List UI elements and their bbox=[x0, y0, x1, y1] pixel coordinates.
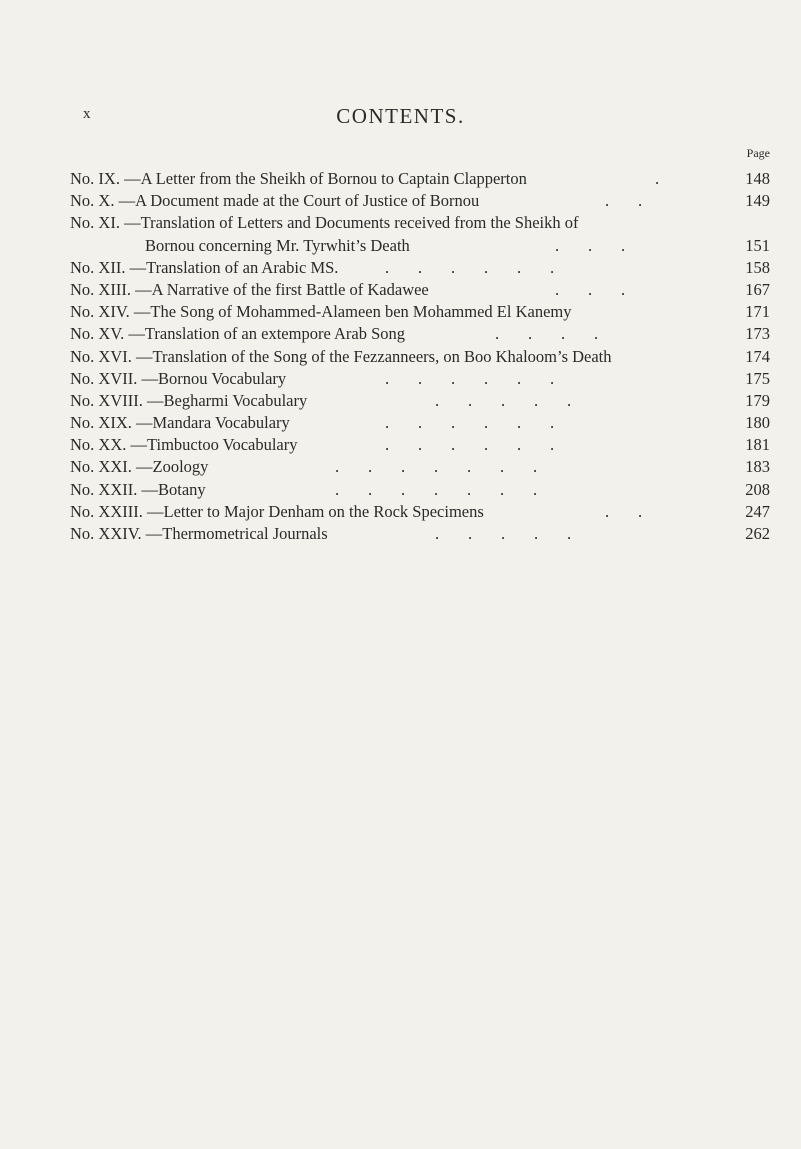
toc-entry bbox=[70, 257, 770, 279]
toc-entry bbox=[70, 346, 770, 368]
entry-page-number: 247 bbox=[745, 501, 770, 521]
entry-title: —A Narrative of the first Battle of Kadawee bbox=[135, 279, 429, 299]
toc-entry bbox=[70, 212, 770, 256]
toc-entry-title bbox=[70, 390, 307, 412]
toc-entry-title bbox=[70, 301, 571, 323]
entry-page-number: 175 bbox=[745, 368, 770, 388]
page-column-heading: Page bbox=[746, 146, 770, 160]
dot-leaders: . . . . . . . bbox=[335, 457, 538, 477]
table-of-contents bbox=[70, 168, 770, 545]
entry-title: —Bornou Vocabulary bbox=[141, 368, 287, 388]
toc-entry-title bbox=[70, 501, 484, 523]
entry-title: —The Song of Mohammed-Alameen ben Mohammed El Kanemy bbox=[133, 302, 572, 322]
entry-number: No. XI. bbox=[70, 213, 120, 233]
entry-page-number: 158 bbox=[745, 257, 770, 277]
toc-entry-title bbox=[70, 523, 328, 545]
entry-number: No. XIV. bbox=[70, 302, 130, 322]
entry-page-number: 171 bbox=[745, 302, 770, 322]
toc-entry-title bbox=[70, 323, 405, 345]
entry-page-number: 183 bbox=[745, 457, 770, 477]
toc-entry bbox=[70, 456, 770, 478]
toc-entry-title bbox=[70, 346, 612, 368]
dot-leaders: . . . . . . . bbox=[335, 479, 538, 499]
entry-title: —A Document made at the Court of Justice of Bornou bbox=[118, 191, 480, 211]
entry-page-number: 151 bbox=[745, 235, 770, 255]
entry-page-number: 181 bbox=[745, 435, 770, 455]
toc-entry-title bbox=[70, 190, 479, 212]
entry-number: No. XXIII. bbox=[70, 501, 143, 521]
toc-entry-title bbox=[70, 168, 527, 190]
entry-number: No. XVI. bbox=[70, 346, 132, 366]
entry-title: —Begharmi Vocabulary bbox=[146, 390, 308, 410]
entry-title: —Letter to Major Denham on the Rock Specimens bbox=[146, 501, 484, 521]
toc-entry-title bbox=[70, 368, 286, 390]
entry-title: —Translation of an Arabic MS. bbox=[129, 257, 339, 277]
entry-page-number: 167 bbox=[745, 279, 770, 299]
dot-leaders: . . . bbox=[555, 279, 626, 299]
dot-leaders: . . bbox=[605, 501, 643, 521]
toc-entry-title-continued: Bornou concerning Mr. Tyrwhit’s Death bbox=[145, 235, 410, 255]
page-header bbox=[0, 104, 801, 134]
page-number: x bbox=[83, 106, 92, 122]
entry-page-number: 180 bbox=[745, 413, 770, 433]
entry-page-number: 179 bbox=[745, 390, 770, 410]
dot-leaders: . . . . . . bbox=[385, 435, 555, 455]
entry-number: No. XII. bbox=[70, 257, 126, 277]
entry-page-number: 208 bbox=[745, 479, 770, 499]
entry-number: No. X. bbox=[70, 191, 115, 211]
toc-entry bbox=[70, 301, 770, 323]
entry-title: —Translation of the Song of the Fezzanneers, on Boo Khaloom’s Death bbox=[136, 346, 612, 366]
entry-number: No. XIX. bbox=[70, 413, 132, 433]
toc-entry-title bbox=[70, 479, 206, 501]
toc-entry-title bbox=[70, 456, 208, 478]
dot-leaders: . . . bbox=[555, 235, 626, 255]
toc-entry-title bbox=[70, 434, 298, 456]
toc-entry bbox=[70, 368, 770, 390]
dot-leaders: . . . . . . bbox=[385, 257, 555, 277]
entry-number: No. XXII. bbox=[70, 479, 138, 499]
entry-title: —Mandara Vocabulary bbox=[136, 413, 290, 433]
entry-page-number: 173 bbox=[745, 324, 770, 344]
page-title: CONTENTS. bbox=[336, 104, 465, 128]
entry-title: —Thermometrical Journals bbox=[145, 524, 328, 544]
entry-number: No. XXI. bbox=[70, 457, 132, 477]
toc-entry bbox=[70, 412, 770, 434]
toc-entry-title bbox=[70, 412, 290, 434]
entry-title: —A Letter from the Sheikh of Bornou to Captain Clapperton bbox=[124, 169, 527, 188]
toc-entry bbox=[70, 279, 770, 301]
entry-number: No. XVIII. bbox=[70, 390, 143, 410]
entry-title: —Translation of Letters and Documents received from the Sheikh of bbox=[124, 213, 579, 233]
entry-number: No. IX. bbox=[70, 169, 120, 188]
toc-entry bbox=[70, 390, 770, 412]
toc-entry bbox=[70, 434, 770, 456]
entry-number: No. XVII. bbox=[70, 368, 138, 388]
toc-entry bbox=[70, 168, 770, 190]
dot-leaders: . . . . bbox=[495, 324, 599, 344]
dot-leaders: . . . . . bbox=[435, 524, 572, 544]
entry-page-number: 149 bbox=[745, 191, 770, 211]
toc-entry bbox=[70, 323, 770, 345]
entry-number: No. XXIV. bbox=[70, 524, 142, 544]
toc-entry-title bbox=[70, 212, 578, 234]
toc-entry bbox=[70, 479, 770, 501]
dot-leaders: . . . . . bbox=[435, 390, 572, 410]
entry-page-number: 148 bbox=[745, 169, 770, 188]
dot-leaders: . . . . . . bbox=[385, 368, 555, 388]
entry-number: No. XV. bbox=[70, 324, 125, 344]
toc-entry bbox=[70, 190, 770, 212]
toc-entry-title bbox=[70, 257, 338, 279]
dot-leaders: . bbox=[655, 169, 660, 188]
entry-title: —Translation of an extempore Arab Song bbox=[128, 324, 406, 344]
entry-page-number: 174 bbox=[745, 346, 770, 366]
dot-leaders: . . bbox=[605, 191, 643, 211]
toc-entry-title bbox=[70, 279, 429, 301]
dot-leaders: . . . . . . bbox=[385, 413, 555, 433]
entry-number: No. XX. bbox=[70, 435, 127, 455]
entry-title: —Timbuctoo Vocabulary bbox=[130, 435, 298, 455]
toc-entry bbox=[70, 501, 770, 523]
entry-number: No. XIII. bbox=[70, 279, 131, 299]
entry-page-number: 262 bbox=[745, 524, 770, 544]
toc-entry bbox=[70, 523, 770, 545]
entry-title: —Botany bbox=[141, 479, 206, 499]
entry-title: —Zoology bbox=[136, 457, 209, 477]
